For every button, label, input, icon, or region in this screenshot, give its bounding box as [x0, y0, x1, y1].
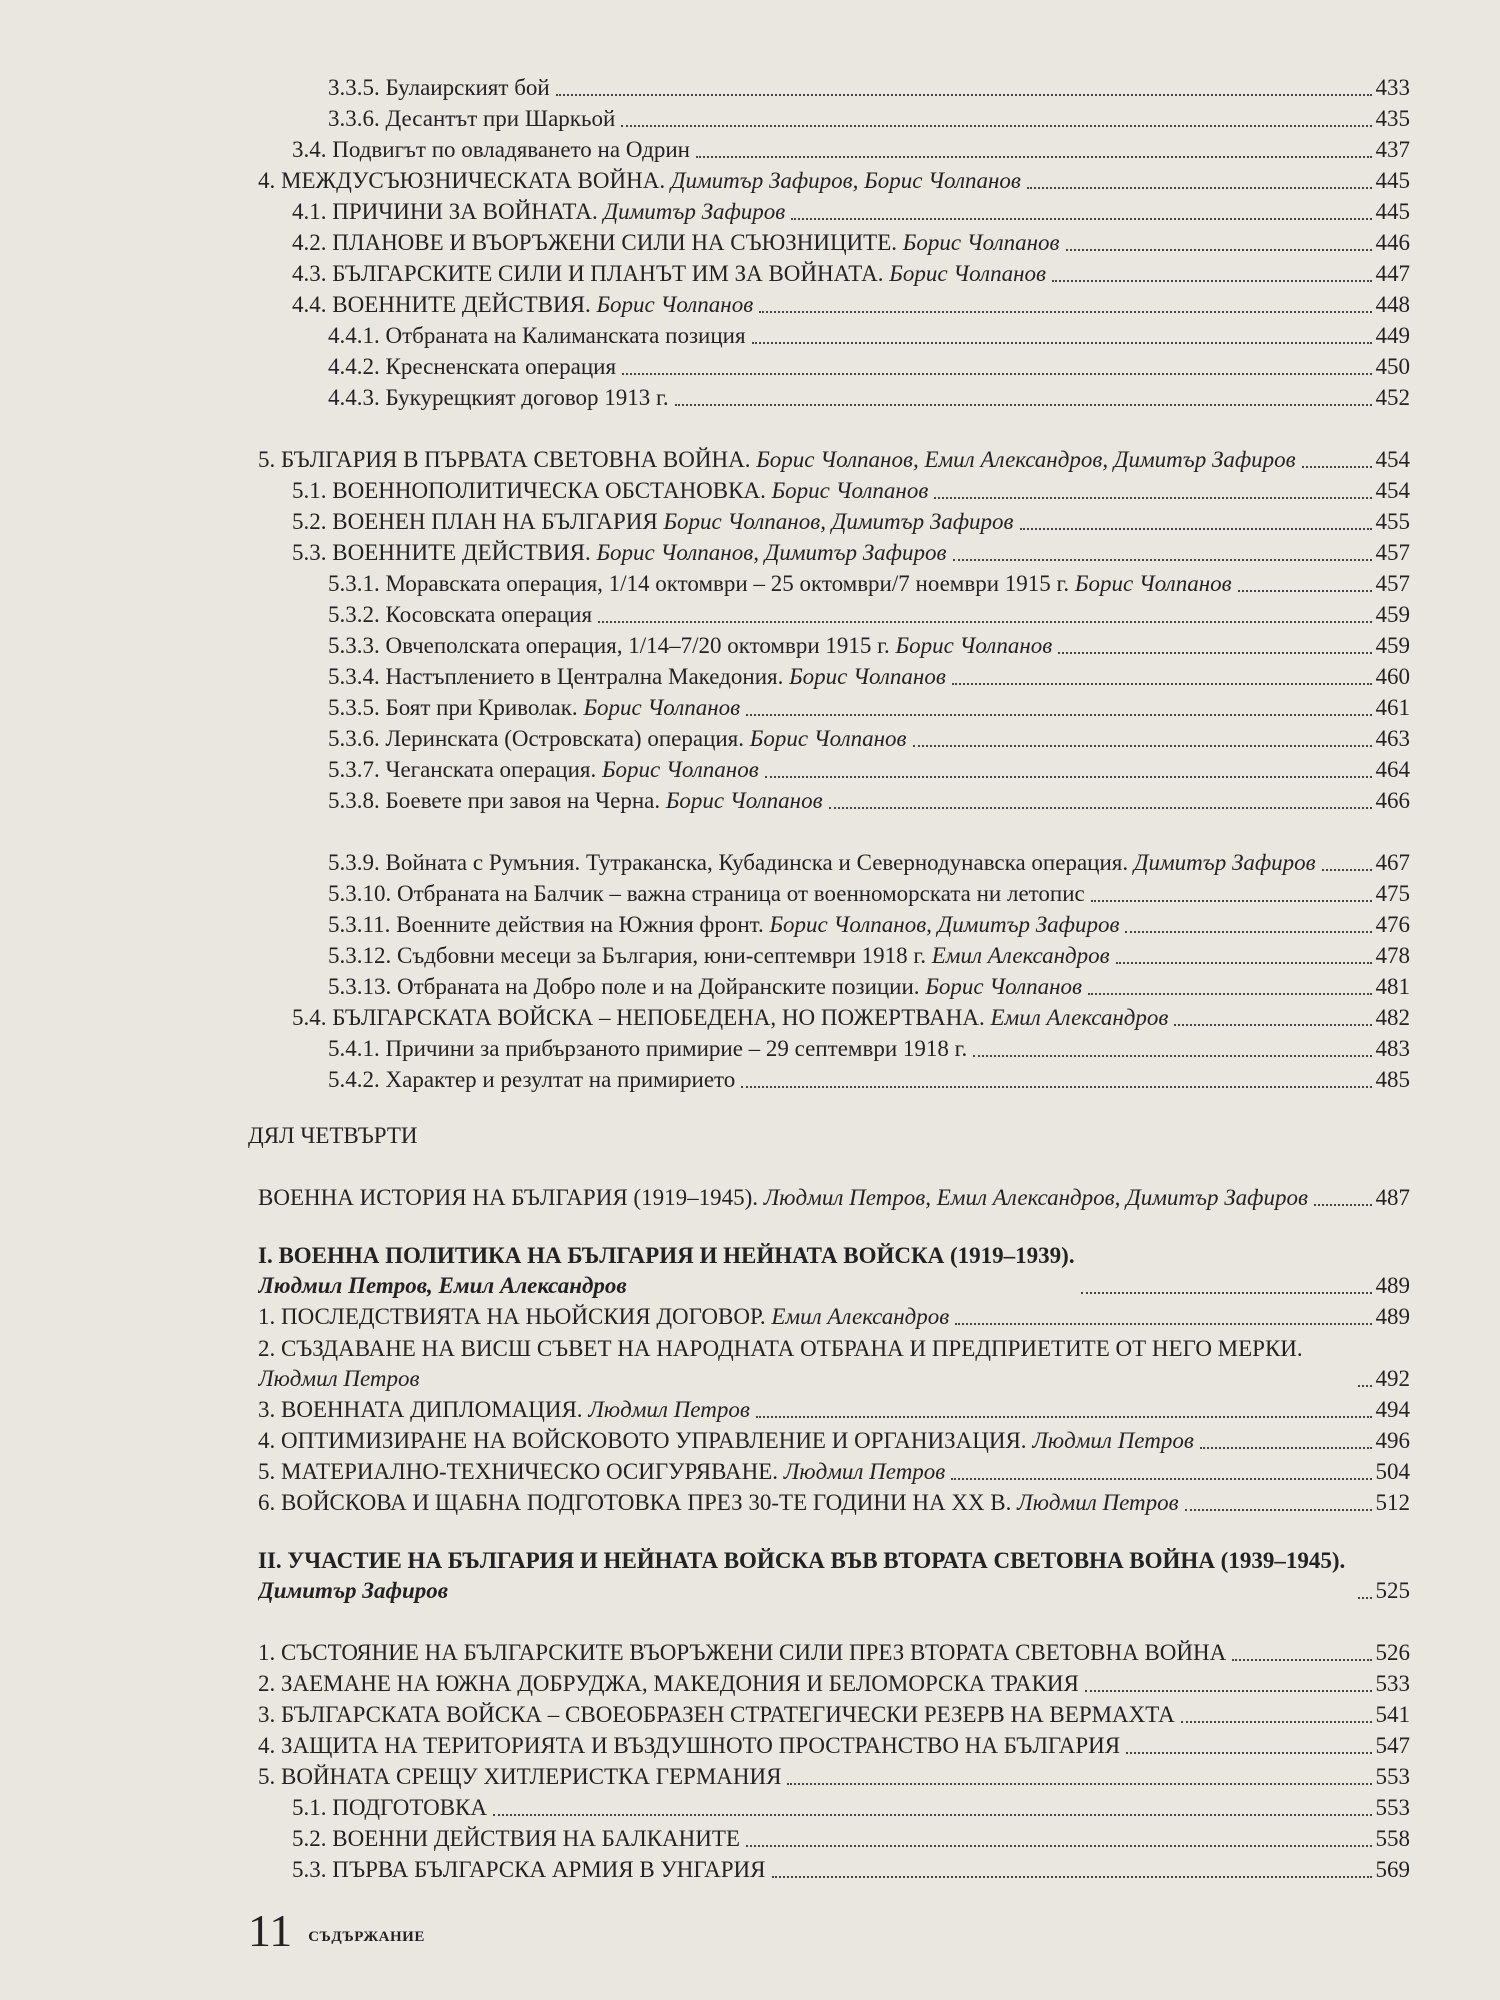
page-number: 464	[1375, 757, 1410, 782]
dot-leader	[1058, 652, 1371, 654]
page-number: 450	[1375, 354, 1410, 379]
entry-title: 2. СЪЗДАВАНЕ НА ВИСШ СЪВЕТ НА НАРОДНАТА ОТБРАНА И ПРЕДПРИЕТИТЕ ОТ НЕГО МЕРКИ.	[258, 1336, 1303, 1361]
dot-leader	[1066, 249, 1372, 251]
entry-title: 5.3. ПЪРВА БЪЛГАРСКА АРМИЯ В УНГАРИЯ	[292, 1857, 766, 1882]
page-number: 457	[1375, 571, 1410, 596]
entry-author: Емил Александров	[771, 1304, 950, 1329]
toc-entry[interactable]	[248, 1823, 1410, 1854]
dot-leader	[1125, 931, 1371, 933]
part-label: ДЯЛ ЧЕТВЪРТИ	[248, 1123, 418, 1148]
dot-leader	[913, 745, 1372, 747]
dot-leader	[493, 1814, 1372, 1816]
toc-entry[interactable]	[248, 661, 1410, 692]
page-number: 512	[1375, 1490, 1410, 1515]
toc-entry[interactable]	[248, 72, 1410, 103]
page-number: 457	[1375, 540, 1410, 565]
entry-author: Борис Чолпанов	[771, 478, 929, 503]
entry-title: 5.4.1. Причини за прибързаното примирие – 29 септември 1918 г.	[328, 1036, 968, 1061]
dot-leader	[955, 1323, 1371, 1325]
dot-leader	[598, 621, 1371, 623]
toc-entry[interactable]	[248, 413, 1410, 475]
entry-title: 5.3.3. Овчеполската операция, 1/14–7/20 октомври 1915 г.	[328, 633, 890, 658]
toc-entry[interactable]	[248, 537, 1410, 568]
entry-title: 5.3.9. Войната с Румъния. Тутраканска, Кубадинска и Севернодунавска операция.	[328, 850, 1129, 875]
entry-title: 4. МЕЖДУСЪЮЗНИЧЕСКАТА ВОЙНА.	[258, 168, 666, 193]
entry-author: Людмил Петров	[258, 1366, 420, 1391]
dot-leader	[1085, 1690, 1372, 1692]
dot-leader	[1088, 993, 1371, 995]
page-number: 463	[1375, 726, 1410, 751]
entry-author: Борис Чолпанов	[583, 695, 741, 720]
toc-entry[interactable]	[248, 630, 1410, 661]
dot-leader	[1052, 280, 1372, 282]
toc-entry[interactable]	[248, 1761, 1410, 1792]
entry-title: 3.3.5. Булаирският бой	[328, 75, 550, 100]
entry-author: Борис Чолпанов, Емил Александров, Димитър Зафиров	[756, 447, 1296, 472]
dot-leader	[1181, 1721, 1372, 1723]
entry-author: Борис Чолпанов	[665, 788, 823, 813]
entry-author: Людмил Петров	[1017, 1490, 1179, 1515]
toc-entry[interactable]	[248, 258, 1410, 289]
page-number: 569	[1375, 1857, 1410, 1882]
dot-leader	[1174, 1024, 1371, 1026]
toc-entry[interactable]	[248, 382, 1410, 413]
entry-title: 5.3.8. Боевете при завоя на Черна.	[328, 788, 661, 813]
dot-leader	[1020, 528, 1372, 530]
entry-author: Борис Чолпанов	[902, 230, 1060, 255]
toc-entry[interactable]	[248, 1425, 1410, 1456]
page-number: 482	[1375, 1005, 1410, 1030]
entry-author: Борис Чолпанов	[889, 261, 1046, 286]
dot-leader	[556, 94, 1372, 96]
entry-title: 5.4. БЪЛГАРСКАТА ВОЙСКА – НЕПОБЕДЕНА, НО ПОЖЕРТВАНА.	[292, 1005, 985, 1030]
part-four-block	[248, 1121, 1410, 1213]
page-number: 496	[1375, 1428, 1410, 1453]
toc-entry[interactable]	[248, 1301, 1410, 1332]
entry-title: 6. ВОЙСКОВА И ЩАБНА ПОДГОТОВКА ПРЕЗ 30-ТЕ ГОДИНИ НА XX В.	[258, 1490, 1012, 1515]
entry-author: Людмил Петров	[588, 1397, 750, 1422]
entry-title: 4. ОПТИМИЗИРАНЕ НА ВОЙСКОВОТО УПРАВЛЕНИЕ И ОРГАНИЗАЦИЯ.	[258, 1428, 1027, 1453]
toc-entry[interactable]	[248, 1033, 1410, 1064]
page-number: 446	[1375, 230, 1410, 255]
page-number: 445	[1375, 168, 1410, 193]
entry-title: 5.1. ВОЕННОПОЛИТИЧЕСКА ОБСТАНОВКА.	[292, 478, 766, 503]
dot-leader	[675, 404, 1372, 406]
page-number: 467	[1375, 850, 1410, 875]
entry-title: 4.4. ВОЕННИТЕ ДЕЙСТВИЯ.	[292, 292, 591, 317]
toc-entry[interactable]	[248, 1394, 1410, 1425]
entry-title: 5.1. ПОДГОТОВКА	[292, 1795, 487, 1820]
dot-leader	[1081, 1292, 1372, 1294]
toc-entry[interactable]	[248, 754, 1410, 785]
dot-leader	[952, 683, 1372, 685]
page-number: 492	[1375, 1366, 1410, 1391]
dot-leader	[1185, 1509, 1372, 1511]
page-number: 459	[1375, 602, 1410, 627]
page-number: 547	[1375, 1733, 1410, 1758]
page-number: 526	[1375, 1640, 1410, 1665]
page-number: 435	[1375, 106, 1410, 131]
entry-author: Димитър Зафиров	[258, 1578, 449, 1603]
entry-author: Емил Александров	[990, 1005, 1169, 1030]
toc-entry[interactable]	[248, 816, 1410, 878]
dot-leader	[787, 1783, 1371, 1785]
entry-author: Борис Чолпанов, Димитър Зафиров	[596, 540, 947, 565]
entry-author: Борис Чолпанов	[749, 726, 907, 751]
dot-leader	[1358, 1385, 1372, 1387]
toc-entry[interactable]	[248, 289, 1410, 320]
entry-title: 5.3.6. Леринската (Островската) операция.	[328, 726, 745, 751]
entry-title: 5.3.11. Военните действия на Южния фронт.	[328, 912, 764, 937]
entry-title: 4. ЗАЩИТА НА ТЕРИТОРИЯТА И ВЪЗДУШНОТО ПРОСТРАНСТВО НА БЪЛГАРИЯ	[258, 1733, 1121, 1758]
entry-title: 5.3.2. Косовската операция	[328, 602, 593, 627]
page-number: 459	[1375, 633, 1410, 658]
dot-leader	[953, 559, 1372, 561]
toc-entry[interactable]	[248, 103, 1410, 134]
page-number: 489	[1375, 1273, 1410, 1298]
dot-leader	[752, 342, 1372, 344]
toc-entry[interactable]	[248, 909, 1410, 940]
toc-entry[interactable]	[248, 1064, 1410, 1095]
dot-leader	[1200, 1447, 1372, 1449]
table-of-contents	[248, 72, 1410, 1885]
toc-entry[interactable]	[248, 785, 1410, 816]
entry-title: 2. ЗАЕМАНЕ НА ЮЖНА ДОБРУДЖА, МАКЕДОНИЯ И БЕЛОМОРСКА ТРАКИЯ	[258, 1671, 1079, 1696]
section-2-heading[interactable]	[248, 1544, 1410, 1606]
dot-leader	[934, 497, 1371, 499]
page-number: 475	[1375, 881, 1410, 906]
toc-entry[interactable]	[248, 878, 1410, 909]
entry-title: 5. БЪЛГАРИЯ В ПЪРВАТА СВЕТОВНА ВОЙНА.	[258, 447, 751, 472]
dot-leader	[1322, 869, 1372, 871]
running-footer-label: СЪДЪРЖАНИЕ	[308, 1929, 425, 1945]
dot-leader	[1116, 962, 1372, 964]
toc-entry[interactable]	[248, 1151, 1410, 1213]
dot-leader	[1238, 590, 1372, 592]
toc-entry[interactable]	[248, 568, 1410, 599]
page-number: 481	[1375, 974, 1410, 999]
entry-author: Димитър Зафиров, Борис Чолпанов	[670, 168, 1021, 193]
folio-number: 11	[248, 1905, 293, 1956]
dot-leader	[756, 1416, 1372, 1418]
toc-entry[interactable]	[248, 1332, 1410, 1394]
page-number: 478	[1375, 943, 1410, 968]
entry-title: 3. БЪЛГАРСКАТА ВОЙСКА – СВОЕОБРАЗЕН СТРАТЕГИЧЕСКИ РЕЗЕРВ НА ВЕРМАХТА	[258, 1702, 1175, 1727]
entry-title: 1. ПОСЛЕДСТВИЯТА НА НЬОЙСКИЯ ДОГОВОР.	[258, 1304, 766, 1329]
toc-entry[interactable]	[248, 227, 1410, 258]
entry-title: 5.3.4. Настъплението в Централна Македония.	[328, 664, 784, 689]
page-number: 504	[1375, 1459, 1410, 1484]
entry-title: 5.3. ВОЕННИТЕ ДЕЙСТВИЯ.	[292, 540, 591, 565]
entry-title: 3. ВОЕННАТА ДИПЛОМАЦИЯ.	[258, 1397, 583, 1422]
entry-title: 5.4.2. Характер и резултат на примирието	[328, 1067, 736, 1092]
toc-entry[interactable]	[248, 196, 1410, 227]
toc-entry[interactable]	[248, 1854, 1410, 1885]
entry-author: Людмил Петров	[1032, 1428, 1194, 1453]
page-number: 541	[1375, 1702, 1410, 1727]
page-number: 525	[1375, 1578, 1410, 1603]
dot-leader	[746, 714, 1371, 716]
page-number: 476	[1375, 912, 1410, 937]
entry-author: Людмил Петров, Емил Александров, Димитър Зафиров	[763, 1185, 1308, 1210]
toc-entry[interactable]	[248, 692, 1410, 723]
toc-entry[interactable]	[248, 940, 1410, 971]
toc-entry[interactable]	[248, 1792, 1410, 1823]
entry-author: Борис Чолпанов	[895, 633, 1053, 658]
entry-author: Борис Чолпанов	[601, 757, 759, 782]
dot-leader	[973, 1055, 1371, 1057]
entry-author: Борис Чолпанов	[789, 664, 946, 689]
entry-title: 5.3.12. Съдбовни месеци за България, юни-септември 1918 г.	[328, 943, 926, 968]
toc-list-section2	[248, 1606, 1410, 1885]
entry-author: Димитър Зафиров	[603, 199, 786, 224]
part-title: ВОЕННА ИСТОРИЯ НА БЪЛГАРИЯ (1919–1945).	[258, 1185, 758, 1210]
toc-entry[interactable]	[248, 1487, 1410, 1518]
page-number: 437	[1375, 137, 1410, 162]
toc-entry[interactable]	[248, 723, 1410, 754]
entry-title: 3.4. Подвигът по овладяването на Одрин	[292, 137, 690, 162]
page-number: 485	[1375, 1067, 1410, 1092]
entry-title: 4.4.1. Отбраната на Калиманската позиция	[328, 323, 746, 348]
dot-leader	[1091, 900, 1372, 902]
section-title: I. ВОЕННА ПОЛИТИКА НА БЪЛГАРИЯ И НЕЙНАТА ВОЙСКА (1919–1939).	[258, 1243, 1075, 1268]
dot-leader	[1027, 187, 1372, 189]
entry-title: 5. ВОЙНАТА СРЕЩУ ХИТЛЕРИСТКА ГЕРМАНИЯ	[258, 1764, 782, 1789]
entry-title: 4.2. ПЛАНОВЕ И ВЪОРЪЖЕНИ СИЛИ НА СЪЮЗНИЦИТЕ.	[292, 230, 898, 255]
dot-leader	[759, 311, 1371, 313]
entry-author: Борис Чолпанов	[925, 974, 1083, 999]
toc-entry[interactable]	[248, 506, 1410, 537]
toc-entry[interactable]	[248, 1002, 1410, 1033]
page-number: 558	[1375, 1826, 1410, 1851]
section-1-heading[interactable]	[248, 1239, 1410, 1301]
page-number: 553	[1375, 1764, 1410, 1789]
page-number: 489	[1375, 1304, 1410, 1329]
entry-title: 4.4.3. Букурещкият договор 1913 г.	[328, 385, 669, 410]
page-number: 454	[1375, 478, 1410, 503]
page-number: 445	[1375, 199, 1410, 224]
dot-leader	[1314, 1204, 1372, 1206]
page-footer	[248, 1905, 425, 1956]
entry-title: 5. МАТЕРИАЛНО-ТЕХНИЧЕСКО ОСИГУРЯВАНЕ.	[258, 1459, 779, 1484]
entry-title: 5.2. ВОЕНЕН ПЛАН НА БЪЛГАРИЯ	[292, 509, 658, 534]
page-number: 455	[1375, 509, 1410, 534]
page-number: 454	[1375, 447, 1410, 472]
page-number: 433	[1375, 75, 1410, 100]
entry-author: Емил Александров	[931, 943, 1110, 968]
toc-entry[interactable]	[248, 165, 1410, 196]
entry-author: Борис Чолпанов, Димитър Зафиров	[769, 912, 1120, 937]
entry-author: Борис Чолпанов, Димитър Зафиров	[663, 509, 1014, 534]
page-number: 533	[1375, 1671, 1410, 1696]
dot-leader	[741, 1086, 1371, 1088]
dot-leader	[1358, 1597, 1372, 1599]
dot-leader	[621, 125, 1371, 127]
dot-leader	[622, 373, 1371, 375]
page-number: 447	[1375, 261, 1410, 286]
page-number: 466	[1375, 788, 1410, 813]
page-number: 449	[1375, 323, 1410, 348]
dot-leader	[765, 776, 1372, 778]
entry-title: 5.3.1. Моравската операция, 1/14 октомври – 25 октомври/7 ноември 1915 г.	[328, 571, 1070, 596]
entry-title: 5.3.7. Чеганската операция.	[328, 757, 597, 782]
dot-leader	[746, 1845, 1372, 1847]
entry-title: 1. СЪСТОЯНИЕ НА БЪЛГАРСКИТЕ ВЪОРЪЖЕНИ СИЛИ ПРЕЗ ВТОРАТА СВЕТОВНА ВОЙНА	[258, 1640, 1227, 1665]
entry-author: Людмил Петров, Емил Александров	[258, 1273, 627, 1298]
entry-title: 5.3.10. Отбраната на Балчик – важна страница от военноморската ни летопис	[328, 881, 1085, 906]
toc-entry[interactable]	[248, 1456, 1410, 1487]
page-number: 452	[1375, 385, 1410, 410]
toc-entry[interactable]	[248, 351, 1410, 382]
dot-leader	[791, 218, 1371, 220]
page-number: 553	[1375, 1795, 1410, 1820]
toc-entry[interactable]	[248, 475, 1410, 506]
dot-leader	[696, 156, 1372, 158]
page-number: 494	[1375, 1397, 1410, 1422]
dot-leader	[1302, 466, 1372, 468]
toc-list-part3	[248, 72, 1410, 1095]
dot-leader	[829, 807, 1372, 809]
page-number: 483	[1375, 1036, 1410, 1061]
entry-title: 5.3.5. Боят при Криволак.	[328, 695, 578, 720]
dot-leader	[1126, 1752, 1371, 1754]
entry-title: 4.3. БЪЛГАРСКИТЕ СИЛИ И ПЛАНЪТ ИМ ЗА ВОЙНАТА.	[292, 261, 884, 286]
entry-title: 5.2. ВОЕННИ ДЕЙСТВИЯ НА БАЛКАНИТЕ	[292, 1826, 740, 1851]
entry-author: Людмил Петров	[783, 1459, 946, 1484]
toc-entry[interactable]	[248, 134, 1410, 165]
page-number: 461	[1375, 695, 1410, 720]
toc-entry[interactable]	[248, 1699, 1410, 1730]
section-title: II. УЧАСТИЕ НА БЪЛГАРИЯ И НЕЙНАТА ВОЙСКА ВЪВ ВТОРАТА СВЕТОВНА ВОЙНА (1939–1945).	[258, 1548, 1346, 1573]
page-number: 487	[1375, 1185, 1410, 1210]
entry-author: Димитър Зафиров	[1133, 850, 1316, 875]
toc-list-section1	[248, 1301, 1410, 1518]
toc-entry[interactable]	[248, 1730, 1410, 1761]
page-number: 448	[1375, 292, 1410, 317]
toc-entry[interactable]	[248, 971, 1410, 1002]
entry-author: Борис Чолпанов	[1074, 571, 1232, 596]
toc-entry[interactable]	[248, 1668, 1410, 1699]
entry-title: 4.1. ПРИЧИНИ ЗА ВОЙНАТА.	[292, 199, 598, 224]
toc-entry[interactable]	[248, 1606, 1410, 1668]
entry-author: Борис Чолпанов	[596, 292, 754, 317]
toc-entry[interactable]	[248, 320, 1410, 351]
entry-title: 4.4.2. Кресненската операция	[328, 354, 617, 379]
entry-title: 5.3.13. Отбраната на Добро поле и на Дойранските позиции.	[328, 974, 920, 999]
dot-leader	[1232, 1659, 1371, 1661]
entry-title: 3.3.6. Десантът при Шаркьой	[328, 106, 616, 131]
toc-entry[interactable]	[248, 599, 1410, 630]
page-number: 460	[1375, 664, 1410, 689]
dot-leader	[951, 1478, 1371, 1480]
dot-leader	[772, 1876, 1372, 1878]
